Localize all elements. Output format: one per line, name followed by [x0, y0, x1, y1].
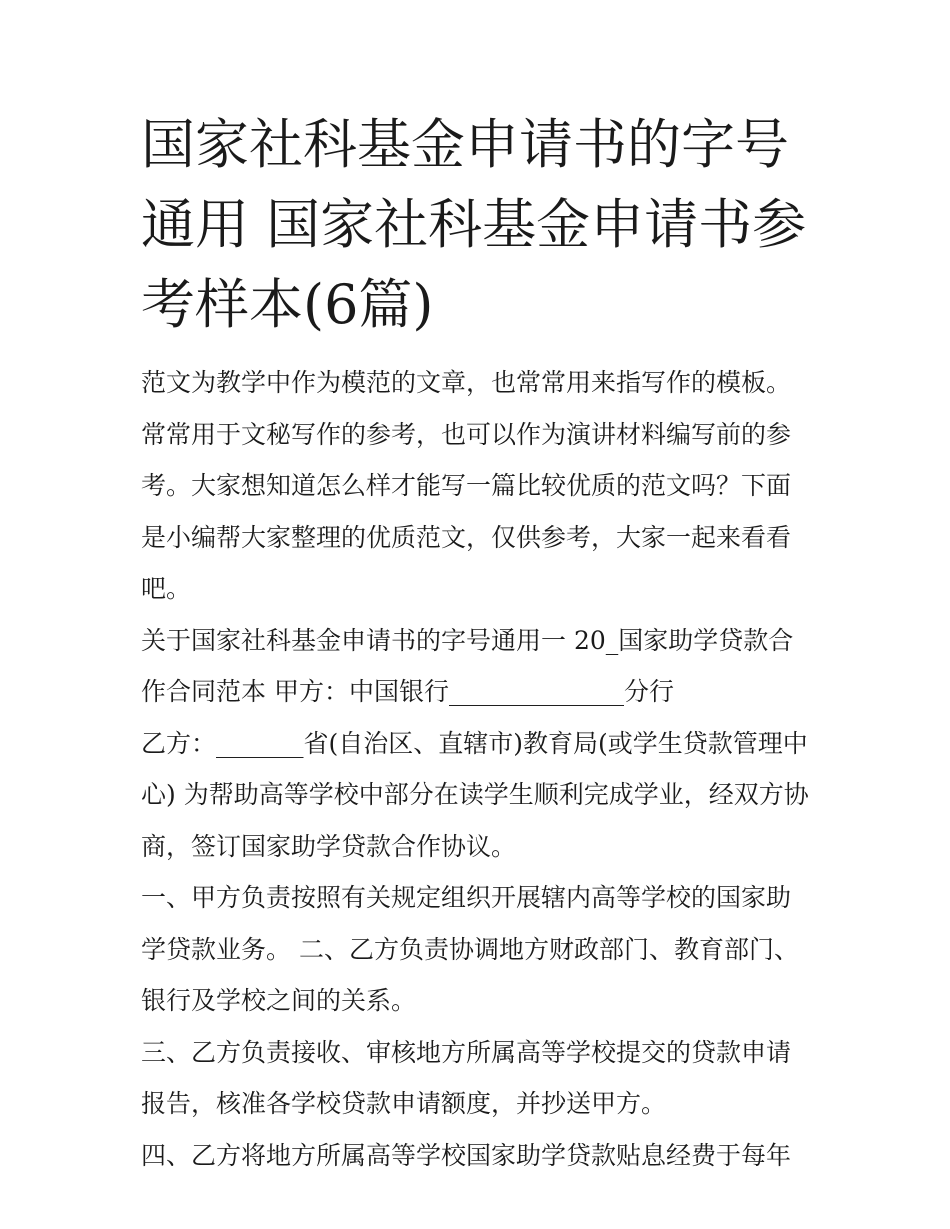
document-body [141, 357, 813, 1181]
paragraph-clause-4: 四、乙方将地方所属高等学校国家助学贷款贴息经费于每年 [141, 1140, 792, 1170]
paragraph-intro: 范文为教学中作为模范的文章，也常常用来指写作的模板。常常用于文秘写作的参考，也可以作为演讲材料编写前的参考。大家想知道怎么样才能写一篇比较优质的范文吗？下面是小编帮大家整理的优质范文，仅供参考，大家一起来看看吧。 [141, 368, 792, 603]
paragraph-clause-1-2: 一、甲方负责按照有关规定组织开展辖内高等学校的国家助学贷款业务。 二、乙方负责协调地方财政部门、教育部门、银行及学校之间的关系。 [141, 883, 799, 1015]
paragraph-party-b: 乙方：_______省(自治区、直辖市)教育局(或学生贷款管理中心) 为帮助高等学校中部分在读学生顺利完成学业，经双方协商，签订国家助学贷款合作协议。 [141, 728, 809, 861]
document-page [141, 105, 813, 1181]
paragraph-contract-header: 关于国家社科基金申请书的字号通用一 20_国家助学贷款合作合同范本 甲方：中国银行______________分行 [141, 625, 794, 706]
paragraph-clause-3: 三、乙方负责接收、审核地方所属高等学校提交的贷款申请报告，核准各学校贷款申请额度，并抄送甲方。 [141, 1037, 792, 1118]
document-title: 国家社科基金申请书的字号通用 国家社科基金申请书参考样本(6篇) [141, 113, 807, 336]
